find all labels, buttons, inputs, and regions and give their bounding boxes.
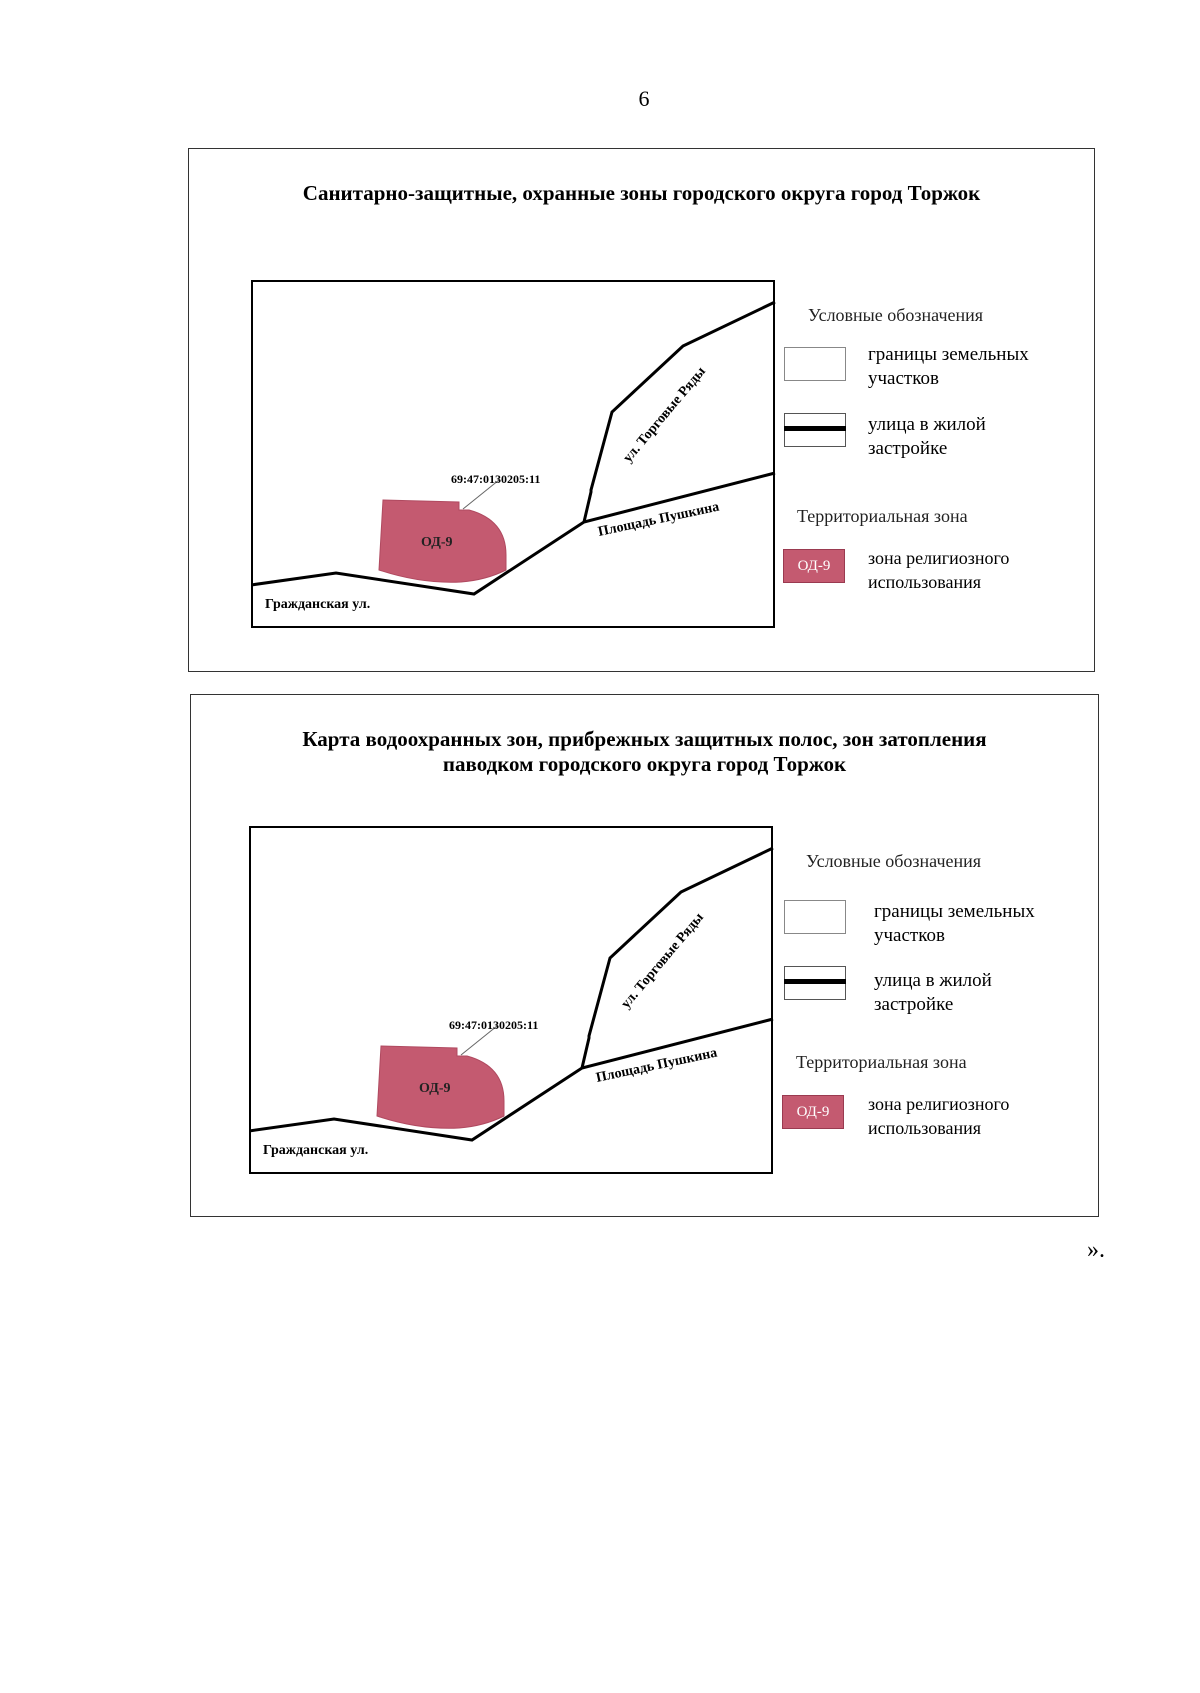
- map-canvas: [249, 826, 775, 1176]
- legend-swatch-street: [784, 413, 846, 447]
- legend-label-zone: [868, 546, 1009, 594]
- panel-title-line-1: Карта водоохранных зон, прибрежных защитных полос, зон затопления: [302, 727, 987, 751]
- legend-label-line: зона религиозного: [868, 548, 1010, 568]
- zone-code-label: ОД-9: [419, 1081, 451, 1096]
- legend-label-line: границы земельных: [874, 901, 1035, 922]
- legend-swatch-parcel-boundary: [784, 347, 846, 381]
- legend-swatch-zone-od9: ОД-9: [783, 549, 845, 583]
- legend-label-street: [868, 413, 986, 461]
- street-label-ploshchad-pushkina: Площадь Пушкина: [594, 1045, 719, 1086]
- panel-title: [191, 727, 1098, 777]
- legend-label-line: улица в жилой: [868, 414, 986, 435]
- legend-swatch-zone-od9: ОД-9: [782, 1095, 844, 1129]
- legend-zone-heading: Территориальная зона: [797, 506, 968, 526]
- page-number: 6: [638, 86, 650, 111]
- legend-label-street: [874, 969, 992, 1017]
- legend-label-line: участков: [874, 925, 945, 946]
- street-label-grazhdanskaya: Гражданская ул.: [265, 597, 371, 612]
- legend-label-line: границы земельных: [868, 344, 1029, 365]
- panel-title-line-1: Санитарно-защитные, охранные зоны городского округа город Торжок: [302, 181, 981, 205]
- legend-label-line: использования: [868, 572, 982, 592]
- closing-quote-mark: ».: [1087, 1237, 1105, 1263]
- street-label-torgovye-ryady: ул. Торговые Ряды: [620, 364, 709, 466]
- legend-label-line: использования: [868, 1118, 982, 1138]
- legend-heading: Условные обозначения: [808, 305, 984, 325]
- map-canvas: [251, 280, 777, 630]
- street-label-grazhdanskaya: Гражданская ул.: [263, 1143, 369, 1158]
- legend-label-line: застройке: [868, 438, 948, 459]
- zone-code-label: ОД-9: [421, 535, 453, 550]
- legend-label-line: улица в жилой: [874, 970, 992, 991]
- map-panel-sanitary-zones: [188, 148, 1095, 672]
- street-label-torgovye-ryady: ул. Торговые Ряды: [618, 910, 707, 1012]
- panel-title-line-2: паводком городского округа город Торжок: [442, 752, 847, 776]
- legend-label-parcel-boundary: [868, 343, 1029, 391]
- legend-swatch-street: [784, 966, 846, 1000]
- map-panel-water-protection-zones: [190, 694, 1099, 1217]
- panel-title: [189, 181, 1094, 206]
- parcel-number-label: 69:47:0130205:11: [449, 1018, 539, 1032]
- legend-heading: Условные обозначения: [806, 851, 982, 871]
- legend-label-line: застройке: [874, 994, 954, 1015]
- legend-label-line: участков: [868, 368, 939, 389]
- legend-swatch-parcel-boundary: [784, 900, 846, 934]
- parcel-number-label: 69:47:0130205:11: [451, 472, 541, 486]
- legend-zone-heading: Территориальная зона: [796, 1052, 967, 1072]
- street-label-ploshchad-pushkina: Площадь Пушкина: [596, 499, 721, 540]
- legend-label-zone: [868, 1092, 1009, 1140]
- legend-label-parcel-boundary: [874, 900, 1035, 948]
- legend-label-line: зона религиозного: [868, 1094, 1010, 1114]
